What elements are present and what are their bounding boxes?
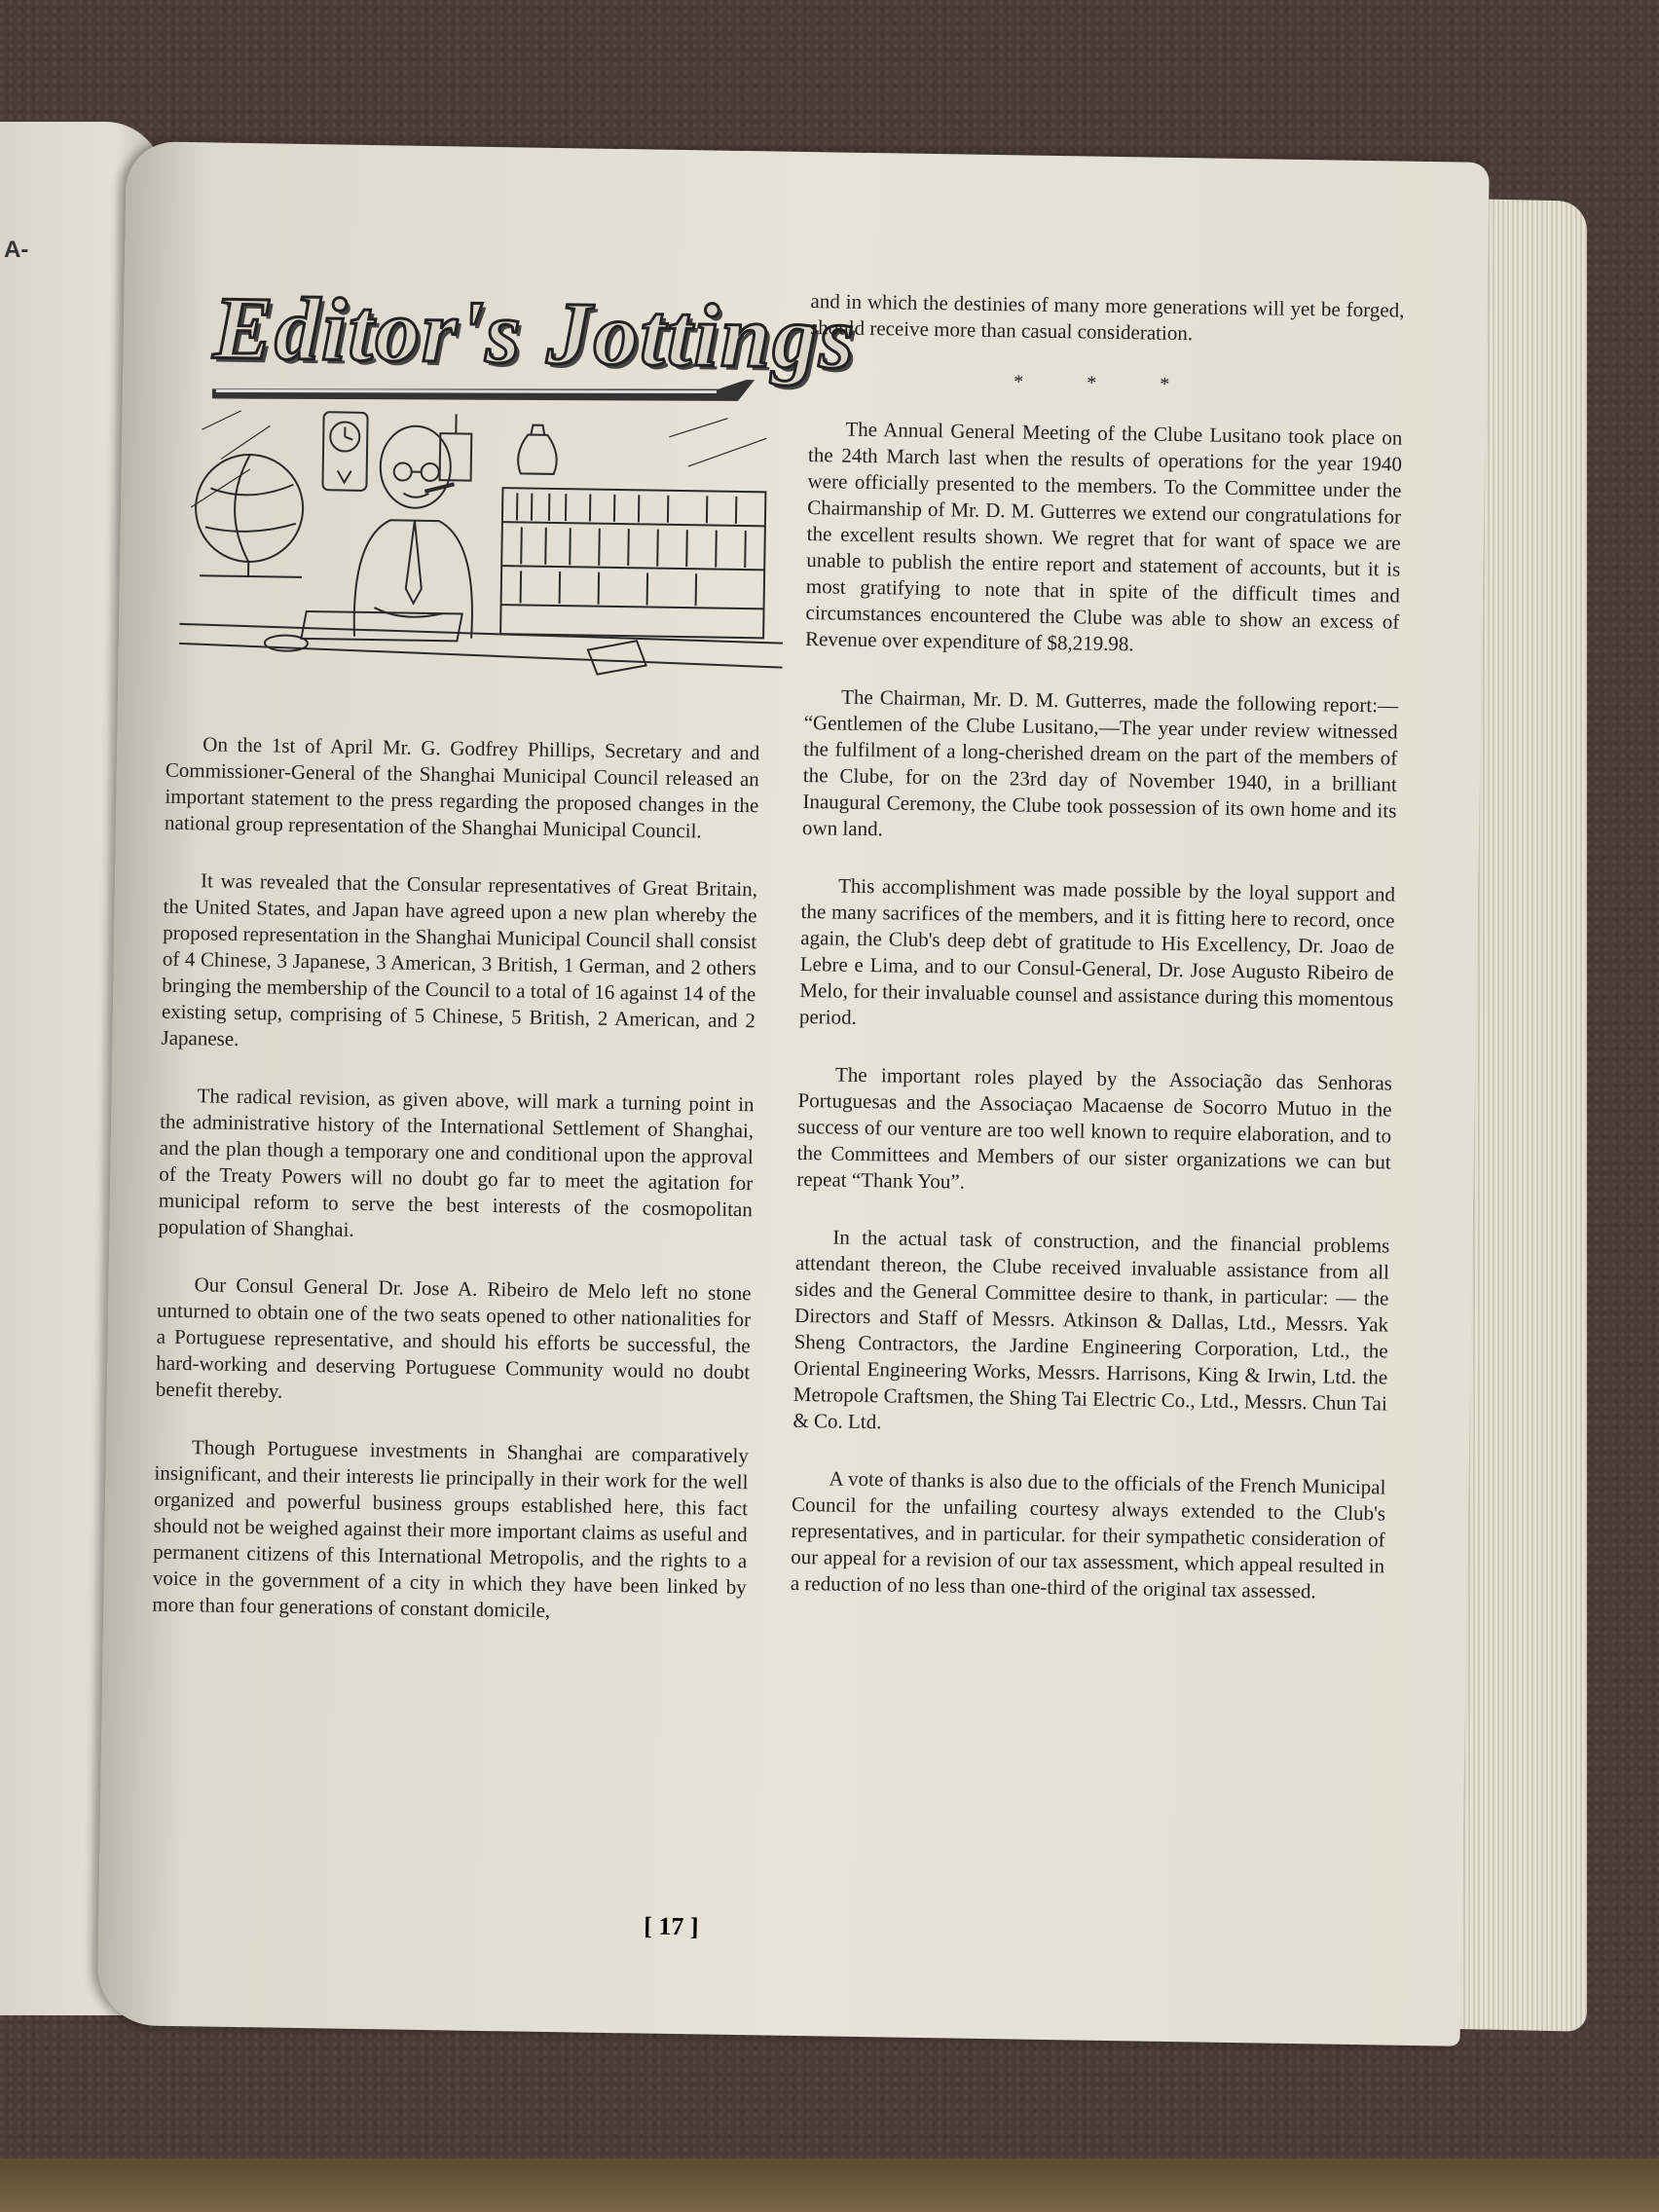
paragraph: In the actual task of construction, and the financial problems attendant thereon, the Clube received invaluable assistance from all sides and the General Committee desire to thank, in particular: — the Directors and Staff of Messrs. Atkinson & Dallas, Ltd., Messrs. Yak Sheng Contractors, the Jardine Engineering Corporation, Ltd., the Oriental Engineering Works, Messrs. Harrisons, King & Irwin, Ltd. the Metropole Craftsmen, the Shing Tai Electric Co., Ltd., Messrs. Chun Tai & Co. Ltd. — [793, 1225, 1390, 1434]
right-column — [790, 288, 1405, 1637]
paragraph: Our Consul General Dr. Jose A. Ribeiro de Melo left no stone unturned to obtain one of the two seats opened to other nationalities for a Portuguese representative, and should his efforts be successful, the hard-working and deserving Portuguese Community would no doubt benefit thereby. — [155, 1272, 752, 1403]
magazine-page — [97, 141, 1490, 2046]
paragraph: This accomplishment was made possible by the loyal support and the many sacrifices of the members, and it is fitting here to record, once again, the Club's deep debt of gratitude to His Excellency, Dr. Joao de Lebre e Lima, and to our Consul-General, Dr. Jose Augusto Ribeiro de Melo, for their invaluable counsel and assistance during this momentous period. — [798, 873, 1396, 1029]
left-page-edge-text: A- — [4, 237, 29, 263]
paragraph: A vote of thanks is also due to the officials of the French Municipal Council for the unfailing courtesy always extended to the Club's representatives, and in particular. for their sympathetic consideration of our appeal for a revision of our tax assessment, which appeal resulted in a reduction of no less than one-third of the original tax assessed. — [790, 1466, 1386, 1604]
rolled-paper-icon — [587, 641, 646, 676]
page-title: Editor's Jottings — [212, 277, 858, 387]
wall-picture-icon — [440, 433, 472, 480]
editor-illustration — [178, 390, 787, 712]
bookshelf — [500, 488, 765, 638]
paragraph: On the 1st of April Mr. G. Godfrey Phillips, Secretary and and Commissioner-General of the Shanghai Municipal Council released an important statement to the press regarding the proposed changes in the national group representation of the Shanghai Municipal Council. — [164, 732, 760, 843]
section-separator: * * * — [1014, 371, 1199, 396]
desk — [179, 624, 783, 668]
page-number: [ 17 ] — [644, 1911, 699, 1941]
paragraph: It was revealed that the Consular representatives of Great Britain, the United States, and Japan have agreed upon a new plan whereby the proposed representation in the Shanghai Municipal Council shall consist of 4 Chinese, 3 Japanese, 3 American, 3 British, 1 German, and 2 others bringing the membership of the Council to a total of 16 against 14 of the existing setup, comprising of 5 Chinese, 5 British, 2 American, and 2 Japanese. — [161, 868, 758, 1051]
desk-edge — [0, 2158, 1659, 2212]
paragraph: The radical revision, as given above, will mark a turning point in the administrative history of the International Settlement of Shanghai, and the plan though a temporary one and conditional upon the approval of the Treaty Powers will no doubt go far to meet the agitation for municipal reform to serve the best interests of the cosmopolitan population of Shanghai. — [158, 1084, 755, 1241]
ashtray-icon — [265, 635, 308, 651]
left-column — [152, 731, 760, 1658]
paragraph: The Chairman, Mr. D. M. Gutterres, made the following report:— “Gentlemen of the Clube Lusitano,—The year under review witnessed the fulfilment of a long-cherished dream on the part of the members of the Clube, for on the 23rd day of November 1940, in a brilliant Inaugural Ceremony, the Clube took possession of its own home and its own land. — [801, 684, 1399, 841]
paragraph-continuation: and in which the destinies of many more generations will yet be forged, should receive more than casual consideration. — [809, 289, 1405, 346]
man-figure — [353, 425, 475, 639]
clock-icon — [322, 412, 367, 491]
paragraph: The Annual General Meeting of the Clube Lusitano took place on the 24th March last when the results of operations for the year 1940 were officially presented to the members. To the Committee under the Chairmanship of Mr. D. M. Gutterres we extend our congratulations for the excellent results shown. We regret that for want of space we are unable to publish the entire report and statement of accounts, but it is most gratifying to note that in spite of the difficult times and circumstances encountered the Clube was able to show an excess of Revenue over expenditure of $8,219.98. — [804, 417, 1403, 656]
vase-icon — [518, 424, 557, 474]
paragraph: The important roles played by the Associação das Senhoras Portuguesas and the Associaçao Macaense de Socorro Mutuo in the success of our venture are too well known to require elaboration, and to the Committees and Members of our sister organizations we can but repeat “Thank You”. — [796, 1062, 1393, 1194]
paragraph: Though Portuguese investments in Shanghai are comparatively insignificant, and their interests lie principally in their work for the well organized and powerful business groups established here, this fact should not be weighed against their more important claims as useful and permanent citizens of this International Metropolis, and the rights to a voice in the government of a city in which they have been linked by more than four generations of constant domicile, — [152, 1435, 750, 1623]
